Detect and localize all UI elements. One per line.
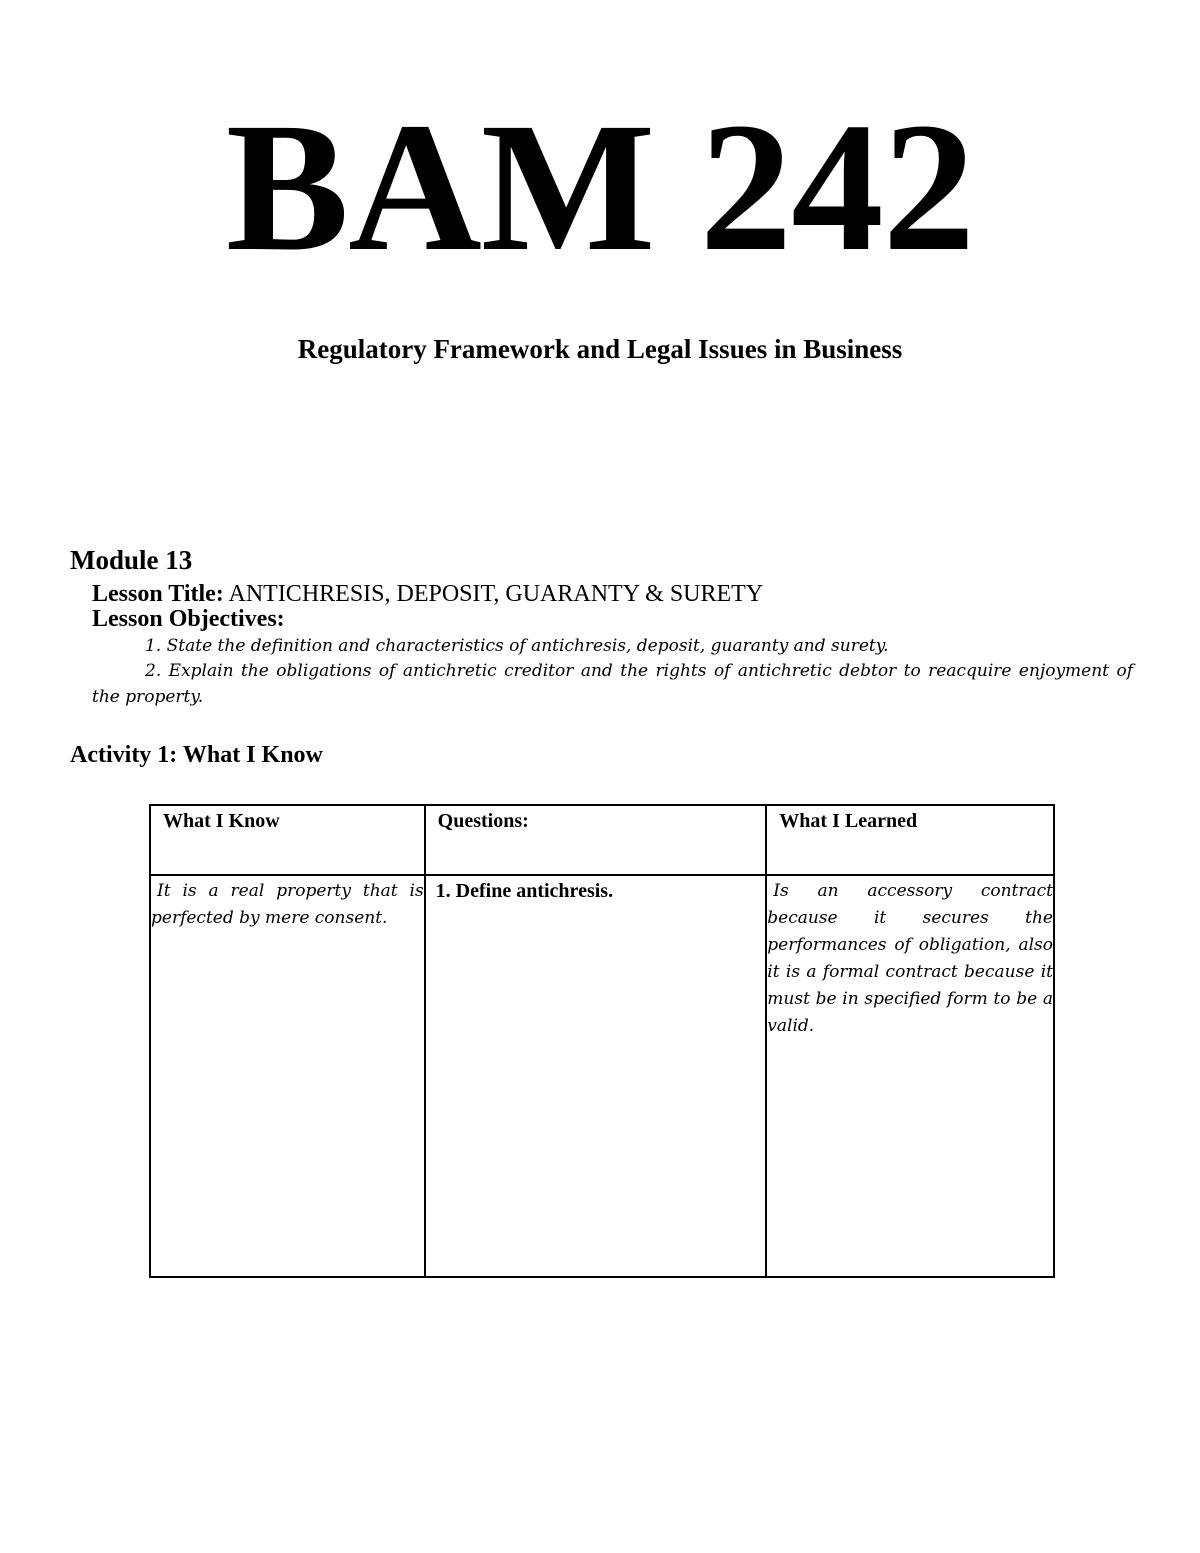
table-row [150,875,1054,1277]
cell-text: Is an accessory contract because it secures the performances of obligation, also it is a formal contract because it must be in specified form to be a valid. [767,881,1053,1036]
course-code: BAM 242 [225,85,975,290]
lesson-title [92,580,763,608]
table-header-row [150,805,1054,875]
cell-text: It is a real property that is perfected by mere consent. [151,881,424,928]
column-header-label: Questions: [437,810,529,832]
objective-item: 1. State the definition and characteristics of antichresis, deposit, guaranty and surety. [145,636,889,656]
activity-heading: Activity 1: What I Know [70,742,323,768]
cell-what-i-know [150,875,425,1277]
column-header-label: What I Learned [779,810,918,832]
lesson-title-value: ANTICHRESIS, DEPOSIT, GUARANTY & SURETY [223,581,764,607]
cell-what-i-learned [766,875,1054,1277]
cell-text: 1. Define antichresis. [435,880,614,902]
column-header-what-i-learned [766,805,1054,875]
lesson-title-label: Lesson Title: [92,581,224,607]
lesson-objectives-label: Lesson Objectives: [92,606,285,632]
objective-item: 2. Explain the obligations of antichretic creditor and the rights of antichretic debtor to reacquire enjoyment of the property. [92,661,1133,707]
kwl-table [149,804,1055,1278]
module-heading: Module 13 [70,545,193,575]
column-header-what-i-know [150,805,425,875]
course-title: Regulatory Framework and Legal Issues in Business [297,334,903,364]
column-header-label: What I Know [163,810,280,832]
column-header-questions [425,805,767,875]
cell-question [425,875,767,1277]
